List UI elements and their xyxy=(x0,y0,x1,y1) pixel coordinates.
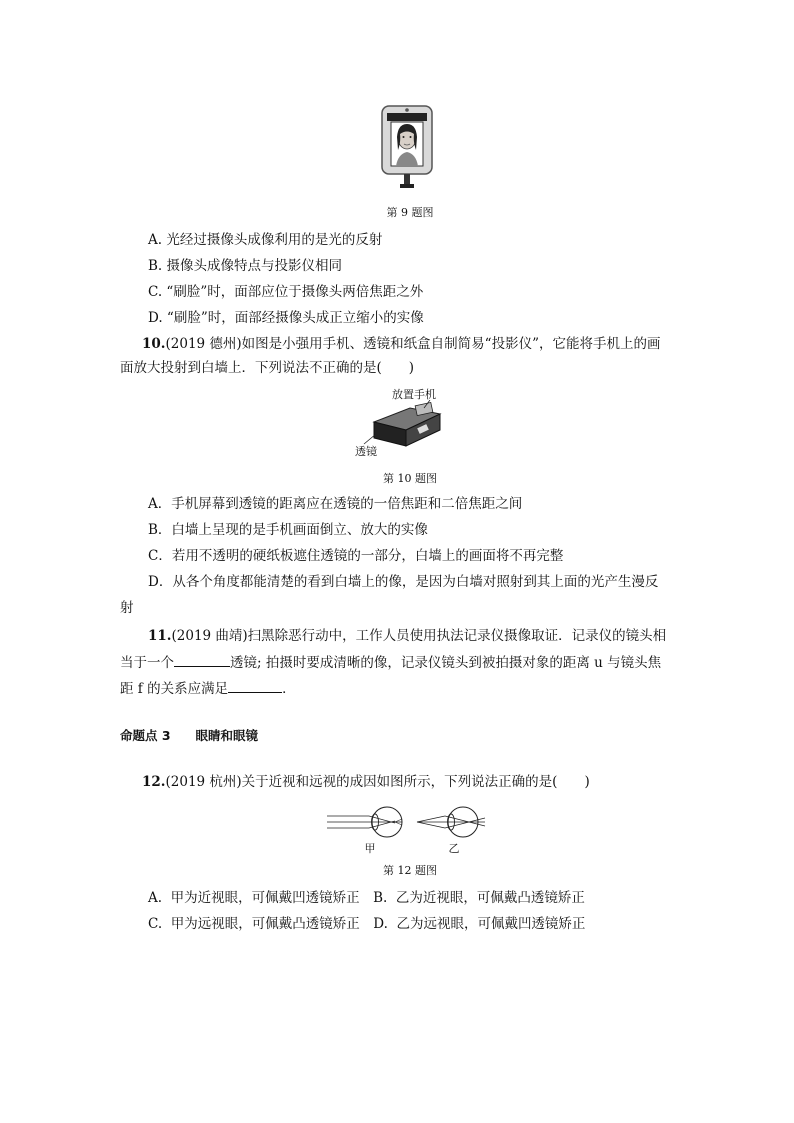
q11-line1 xyxy=(148,626,666,646)
figure-12-eye-diagrams xyxy=(325,806,495,840)
q10-option-a: A．手机屏幕到透镜的距离应在透镜的一倍焦距和二倍焦距之间 xyxy=(148,496,523,512)
figure-9-caption: 第 9 题图 xyxy=(386,206,434,219)
q11-text2a: 当于一个 xyxy=(120,655,174,671)
figure-12-label-jia: 甲 xyxy=(364,842,376,855)
q11-text3a: 距 f 的关系应满足 xyxy=(120,681,229,697)
q10-stem-text1: (2019 德州)如图是小强用手机、透镜和纸盒自制简易“投影仪”，它能将手机上的画 xyxy=(165,336,661,352)
q12-stem-text: (2019 杭州)关于近视和远视的成因如图所示，下列说法正确的是( ) xyxy=(165,774,590,790)
q9-option-a: A. 光经过摄像头成像利用的是光的反射 xyxy=(148,232,383,248)
eye-ray-diagram xyxy=(325,806,495,840)
q10-stem-line1 xyxy=(142,334,660,354)
q10-option-d: D．从各个角度都能清楚的看到白墙上的像，是因为白墙对照射到其上面的光产生漫反 xyxy=(148,574,659,590)
figure-10-label-lens: 透镜 xyxy=(355,445,377,458)
q10-number: 10. xyxy=(142,336,166,352)
figure-12-label-yi: 乙 xyxy=(448,842,460,855)
q9-option-d: D. “刷脸”时，面部经摄像头成正立缩小的实像 xyxy=(148,310,424,326)
q11-text2b: 透镜; 拍摄时要成清晰的像，记录仪镜头到被拍摄对象的距离 u 与镜头焦 xyxy=(230,655,662,671)
q9-option-b: B. 摄像头成像特点与投影仪相同 xyxy=(148,258,343,274)
figure-12-caption: 第 12 题图 xyxy=(383,864,437,877)
q11-text3b: ． xyxy=(282,681,296,697)
q11-text1: (2019 曲靖)扫黑除恶行动中，工作人员使用执法记录仪摄像取证．记录仪的镜头相 xyxy=(171,628,667,644)
q12-number: 12. xyxy=(142,774,166,790)
q10-option-d-cont: 射 xyxy=(120,600,134,616)
q12-options-row2: C. 甲为远视眼，可佩戴凸透镜矫正 D. 乙为远视眼，可佩戴凹透镜矫正 xyxy=(148,916,586,932)
q11-blank-1[interactable] xyxy=(174,652,230,667)
q11-line3 xyxy=(120,678,296,699)
section-title: 命题点 3 眼睛和眼镜 xyxy=(120,728,259,743)
q9-option-c: C. “刷脸”时，面部应位于摄像头两倍焦距之外 xyxy=(148,284,424,300)
figure-9-terminal xyxy=(378,104,438,194)
q11-number: 11. xyxy=(148,628,172,644)
q10-option-b: B．白墙上呈现的是手机画面倒立、放大的实像 xyxy=(148,522,428,538)
figure-10-label-phone: 放置手机 xyxy=(392,388,436,401)
q10-option-c: C．若用不透明的硬纸板遮住透镜的一部分，白墙上的画面将不再完整 xyxy=(148,548,564,564)
figure-10-caption: 第 10 题图 xyxy=(383,472,437,485)
q11-blank-2[interactable] xyxy=(228,678,282,693)
projector-box-illustration xyxy=(360,400,450,450)
figure-10-projector xyxy=(360,400,450,450)
q12-options-row1: A. 甲为近视眼，可佩戴凹透镜矫正 B. 乙为近视眼，可佩戴凸透镜矫正 xyxy=(148,890,585,906)
q10-stem-line2: 面放大投射到白墙上．下列说法不正确的是( ) xyxy=(120,360,415,376)
q12-stem xyxy=(142,772,590,792)
q11-line2 xyxy=(120,652,661,673)
face-terminal-illustration xyxy=(378,104,438,194)
